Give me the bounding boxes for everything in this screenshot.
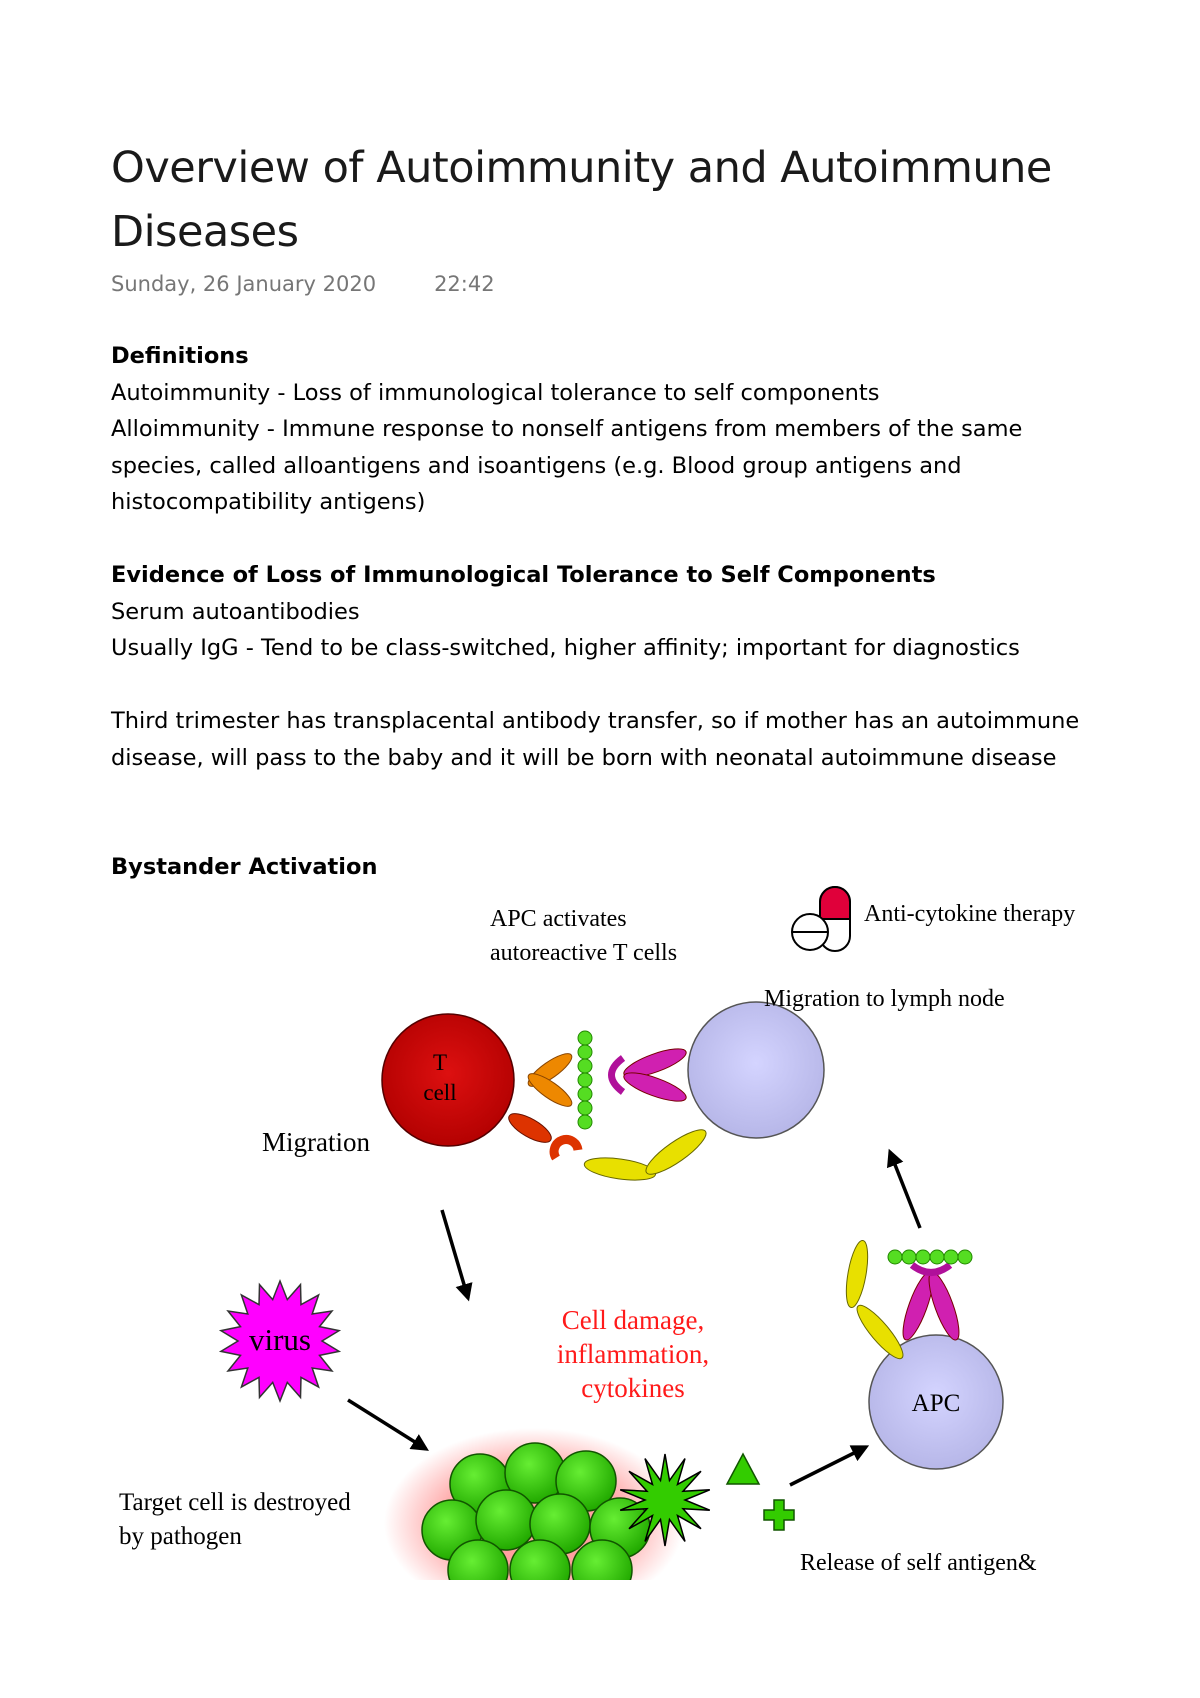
note-time: 22:42: [434, 272, 495, 296]
definitions-section: [111, 338, 1111, 521]
costim-receptor: [505, 1108, 556, 1148]
migration-label: Migration: [262, 1127, 370, 1157]
costim-ligand-2: [641, 1123, 711, 1181]
mhc-groove: [612, 1058, 624, 1092]
evidence-line-autoantibodies: Serum autoantibodies: [111, 598, 360, 625]
note-date: Sunday, 26 January 2020: [111, 272, 377, 296]
apc-label: APC: [911, 1390, 961, 1417]
target-cell-label-1: Target cell is destroyed: [119, 1489, 351, 1516]
page-title: Overview of Autoimmunity and Autoimmune Diseases: [111, 143, 1052, 257]
mhc-bottom-right: [923, 1269, 965, 1343]
migration-lymph-label: Migration to lymph node: [764, 986, 1005, 1012]
alloimmunity-definition: Alloimmunity - Immune response to nonself antigens from members of the same species, called alloantigens and isoantigens (e.g. Blood group antigens and histocompatibility antigens): [111, 416, 1023, 515]
bystander-heading: Bystander Activation: [111, 854, 378, 880]
t-cell-label-1: T: [432, 1050, 448, 1075]
self-antigen-triangle-icon: [727, 1454, 759, 1484]
mhc-molecule-bottom: [621, 1067, 689, 1106]
cell-damage-label-3: cytokines: [581, 1373, 685, 1403]
evidence-heading: Evidence of Loss of Immunological Tolerance to Self Components: [111, 562, 936, 588]
pill-icon: [792, 887, 850, 951]
cell-damage-label-1: Cell damage,: [561, 1305, 705, 1335]
apc-activates-label-1: APC activates: [490, 906, 627, 932]
arrow-to-apc: [790, 1447, 866, 1485]
target-cell-label-2: by pathogen: [119, 1523, 242, 1550]
t-cell-label-2: cell: [423, 1080, 457, 1105]
costim-receptor-head: [554, 1140, 578, 1158]
apc-cell-top: [688, 1002, 824, 1138]
trimester-section: [111, 703, 1111, 776]
arrow-to-lymph-node: [890, 1152, 920, 1228]
apc-activates-label-2: autoreactive T cells: [490, 940, 678, 966]
apc-ligand-upper: [842, 1239, 872, 1309]
anti-cytokine-label: Anti-cytokine therapy: [864, 901, 1076, 927]
evidence-line-igg: Usually IgG - Tend to be class-switched, higher affinity; important for diagnostics: [111, 635, 1020, 661]
cell-damage-label-2: inflammation,: [556, 1339, 710, 1369]
antigen-peptide-horizontal: [888, 1250, 972, 1264]
release-self-antigen-label: Release of self antigen&: [800, 1550, 1037, 1576]
self-antigen-cross-icon: [764, 1500, 794, 1530]
evidence-section: [111, 557, 1111, 667]
autoimmunity-definition: Autoimmunity - Loss of immunological tolerance to self components: [111, 379, 880, 406]
antigen-peptide-vertical: [578, 1031, 592, 1129]
arrow-virus-to-target: [348, 1400, 426, 1449]
arrow-migration-down: [442, 1210, 468, 1298]
trimester-text: Third trimester has transplacental antibody transfer, so if mother has an autoimmune disease, will pass to the baby and it will be born with neonatal autoimmune disease: [111, 708, 1080, 771]
apc-ligand-lower: [851, 1300, 908, 1364]
note-timestamp: [111, 272, 495, 296]
definitions-heading: Definitions: [111, 343, 249, 369]
virus-label: virus: [249, 1322, 311, 1357]
mhc-bottom-groove: [912, 1265, 950, 1273]
bystander-activation-diagram: [110, 880, 1150, 1580]
